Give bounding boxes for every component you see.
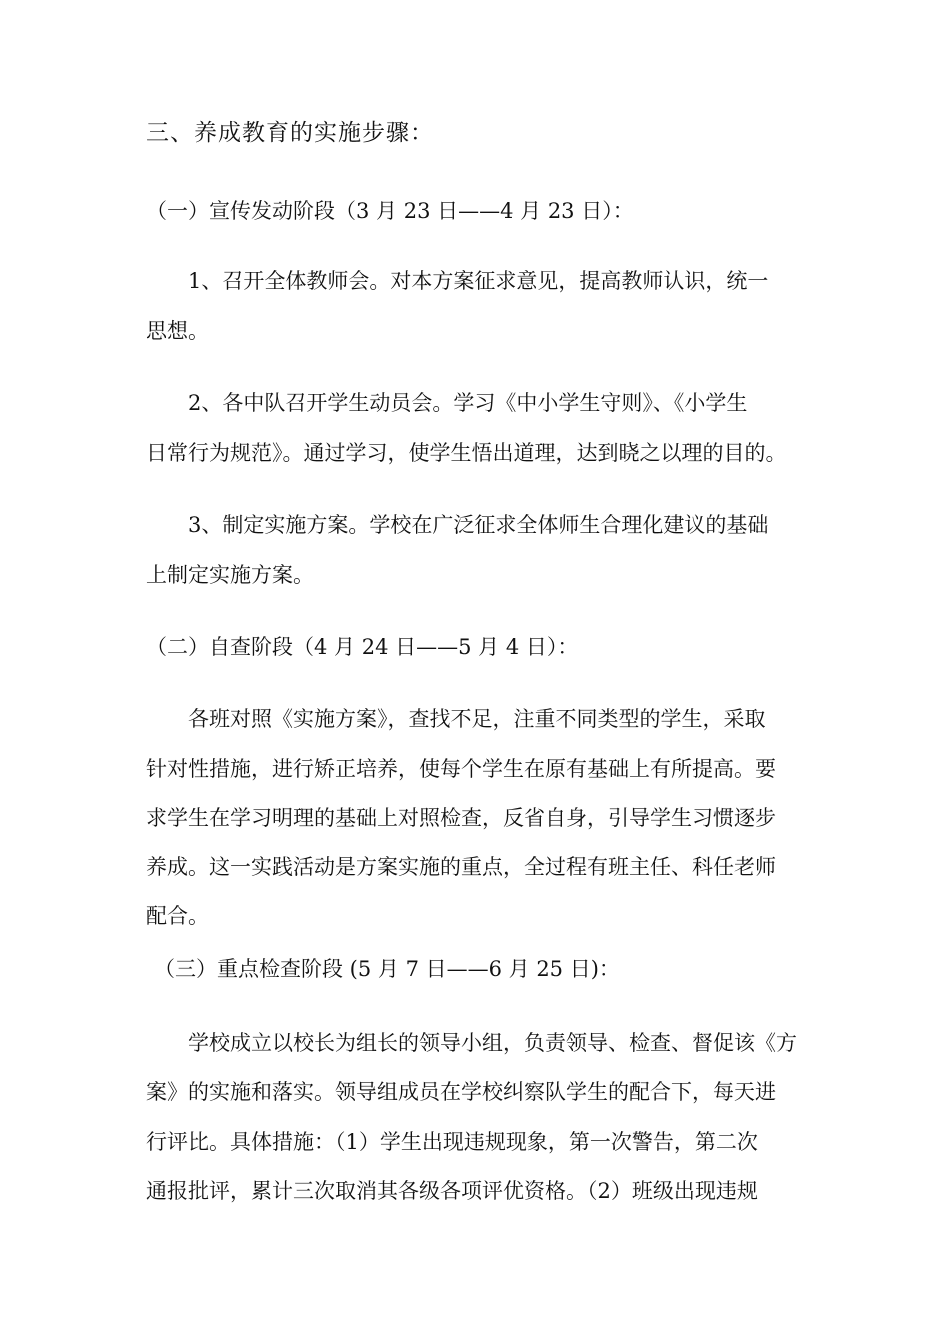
stage3-line2: 案》的实施和落实。领导组成员在学校纠察队学生的配合下，每天进 — [146, 1080, 776, 1104]
stage3-line1: 学校成立以校长为组长的领导小组，负责领导、检查、督促该《方 — [188, 1031, 797, 1055]
stage1-title: （一）宣传发动阶段（3 月 23 日——4 月 23 日）： — [146, 199, 634, 223]
stage3-title: （三）重点检查阶段 (5 月 7 日——6 月 25 日)： — [154, 957, 620, 981]
stage1-item1-line1: 1、召开全体教师会。对本方案征求意见，提高教师认识，统一 — [188, 269, 769, 293]
stage3-line4: 通报批评，累计三次取消其各级各项评优资格。（2）班级出现违规 — [146, 1179, 758, 1203]
stage1-item2-line2: 日常行为规范》。通过学习，使学生悟出道理，达到晓之以理的目的。 — [146, 441, 787, 465]
stage2-line3: 求学生在学习明理的基础上对照检查，反省自身，引导学生习惯逐步 — [146, 806, 776, 830]
stage3-line3: 行评比。具体措施：（1）学生出现违规现象，第一次警告，第二次 — [146, 1130, 758, 1154]
stage2-line1: 各班对照《实施方案》，查找不足，注重不同类型的学生，采取 — [188, 707, 766, 731]
stage2-title: （二）自查阶段（4 月 24 日——5 月 4 日）： — [146, 635, 579, 659]
stage1-item2-line1: 2、各中队召开学生动员会。学习《中小学生守则》、《小学生 — [188, 391, 748, 415]
stage2-line4: 养成。这一实践活动是方案实施的重点，全过程有班主任、科任老师 — [146, 855, 776, 879]
stage1-item3-line2: 上制定实施方案。 — [146, 563, 314, 587]
stage1-item3-line1: 3、制定实施方案。学校在广泛征求全体师生合理化建议的基础 — [188, 513, 769, 537]
stage2-line2: 针对性措施，进行矫正培养，使每个学生在原有基础上有所提高。要 — [146, 757, 776, 781]
stage2-line5: 配合。 — [146, 904, 209, 928]
section-heading: 三、养成教育的实施步骤： — [146, 120, 434, 146]
stage1-item1-line2: 思想。 — [146, 319, 209, 343]
